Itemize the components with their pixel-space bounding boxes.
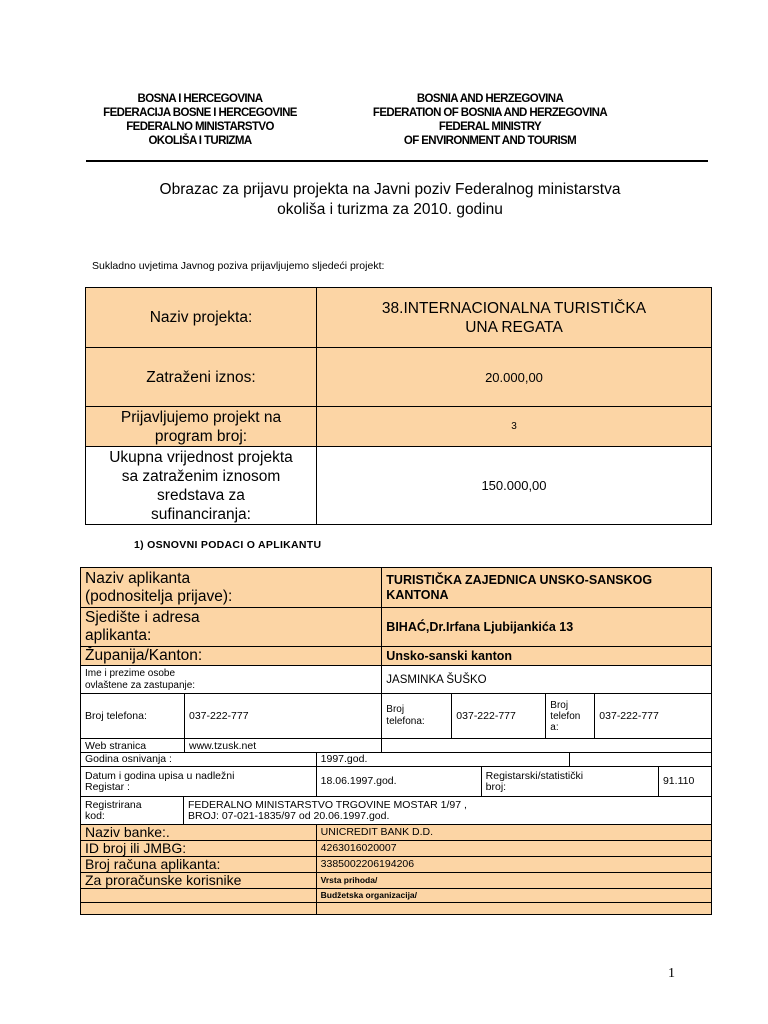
- budget-organization-label: Budžetska organizacija/: [316, 889, 711, 903]
- registered-label: Registrirana kod:: [81, 797, 184, 825]
- website-value: www.tzusk.net: [185, 739, 382, 753]
- budget-org-empty: [81, 889, 317, 903]
- registry-date-value: 18.06.1997.god.: [316, 767, 481, 797]
- header-left-line: FEDERACIJA BOSNE I HERCEGOVINE: [103, 106, 297, 120]
- project-name-label: Naziv projekta:: [86, 288, 317, 348]
- header-right-line: OF ENVIRONMENT AND TOURISM: [403, 134, 577, 148]
- id-number-value: 4263016020007: [316, 841, 711, 857]
- bank-name-value: UNICREDIT BANK D.D.: [316, 825, 711, 841]
- applicant-address-label: Sjedište i adresa aplikanta:: [81, 608, 382, 647]
- document-title: [90, 180, 690, 220]
- phone-2-value: 037-222-777: [452, 694, 546, 739]
- header-right-block: [352, 92, 628, 148]
- revenue-type-label: Vrsta prihoda/: [316, 873, 711, 889]
- phone-1-label: Broj telefona:: [81, 694, 185, 739]
- founding-year-value: 1997.god.: [316, 753, 570, 767]
- header-right-line: FEDERAL MINISTRY: [438, 120, 542, 134]
- account-number-label: Broj računa aplikanta:: [81, 857, 317, 873]
- page-number: 1: [668, 966, 675, 981]
- registry-table: [80, 752, 712, 915]
- program-number-value: 3: [317, 407, 712, 447]
- program-number-label: Prijavljujemo projekt na program broj:: [86, 407, 317, 447]
- statistical-number-label: Registarski/statistički broj:: [481, 767, 658, 797]
- header-left-line: OKOLIŠA I TURIZMA: [148, 134, 252, 148]
- title-line: Obrazac za prijavu projekta na Javni poziv Federalnog ministarstva: [159, 181, 621, 198]
- phone-3-cell: [546, 694, 712, 739]
- applicant-name-value: TURISTIČKA ZAJEDNICA UNSKO-SANSKOG KANTONA: [382, 568, 712, 608]
- phone-1-value: 037-222-777: [185, 694, 382, 739]
- blank-row-left: [81, 903, 317, 915]
- header-left-line: BOSNA I HERCEGOVINA: [137, 92, 263, 106]
- representative-value: JASMINKA ŠUŠKO: [382, 666, 712, 694]
- phone-3-value: 037-222-777: [599, 710, 659, 722]
- account-number-value: 3385002206194206: [316, 857, 711, 873]
- total-value-label: Ukupna vrijednost projekta sa zatraženim iznosom sredstava za sufinanciranja:: [86, 447, 317, 525]
- header-left-block: [84, 92, 316, 148]
- section-heading: 1) OSNOVNI PODACI O APLIKANTU: [134, 539, 322, 551]
- founding-year-label: Godina osnivanja :: [81, 753, 317, 767]
- representative-label: Ime i prezime osobe ovlaštene za zastupanje:: [81, 666, 382, 694]
- website-label: Web stranica: [81, 739, 185, 753]
- bank-name-label: Naziv banke:.: [81, 825, 317, 841]
- founding-year-empty: [570, 753, 712, 767]
- canton-value: Unsko-sanski kanton: [382, 647, 712, 666]
- applicant-table: [80, 567, 712, 753]
- total-value-value: 150.000,00: [317, 447, 712, 525]
- canton-label: Županija/Kanton:: [81, 647, 382, 666]
- registry-date-label: Datum i godina upisa u nadležni Registar :: [81, 767, 317, 797]
- statistical-number-value: 91.110: [658, 767, 711, 797]
- header-left-line: FEDERALNO MINISTARSTVO: [126, 120, 274, 134]
- applicant-name-label: Naziv aplikanta (podnositelja prijave):: [81, 568, 382, 608]
- id-number-label: ID broj ili JMBG:: [81, 841, 317, 857]
- blank-row-right: [316, 903, 711, 915]
- header-right-line: FEDERATION OF BOSNIA AND HERZEGOVINA: [372, 106, 608, 120]
- header-divider: [86, 160, 708, 162]
- website-empty: [382, 739, 712, 753]
- phone-3-label: Broj telefon a:: [546, 694, 595, 738]
- title-line: okoliša i turizma za 2010. godinu: [277, 201, 503, 218]
- project-name-value: 38.INTERNACIONALNA TURISTIČKA UNA REGATA: [317, 288, 712, 348]
- requested-amount-label: Zatraženi iznos:: [86, 348, 317, 407]
- header-right-line: BOSNIA AND HERZEGOVINA: [416, 92, 564, 106]
- phone-2-label: Broj telefona:: [382, 694, 452, 739]
- requested-amount-value: 20.000,00: [317, 348, 712, 407]
- budget-users-label: Za proračunske korisnike: [81, 873, 317, 889]
- project-table: [85, 287, 712, 525]
- registered-value: FEDERALNO MINISTARSTVO TRGOVINE MOSTAR 1/97 , BROJ: 07-021-1835/97 od 20.06.1997.god.: [184, 797, 712, 825]
- applicant-address-value: BIHAĆ,Dr.Irfana Ljubijankića 13: [382, 608, 712, 647]
- intro-text: Sukladno uvjetima Javnog poziva prijavljujemo sljedeći projekt:: [92, 260, 385, 272]
